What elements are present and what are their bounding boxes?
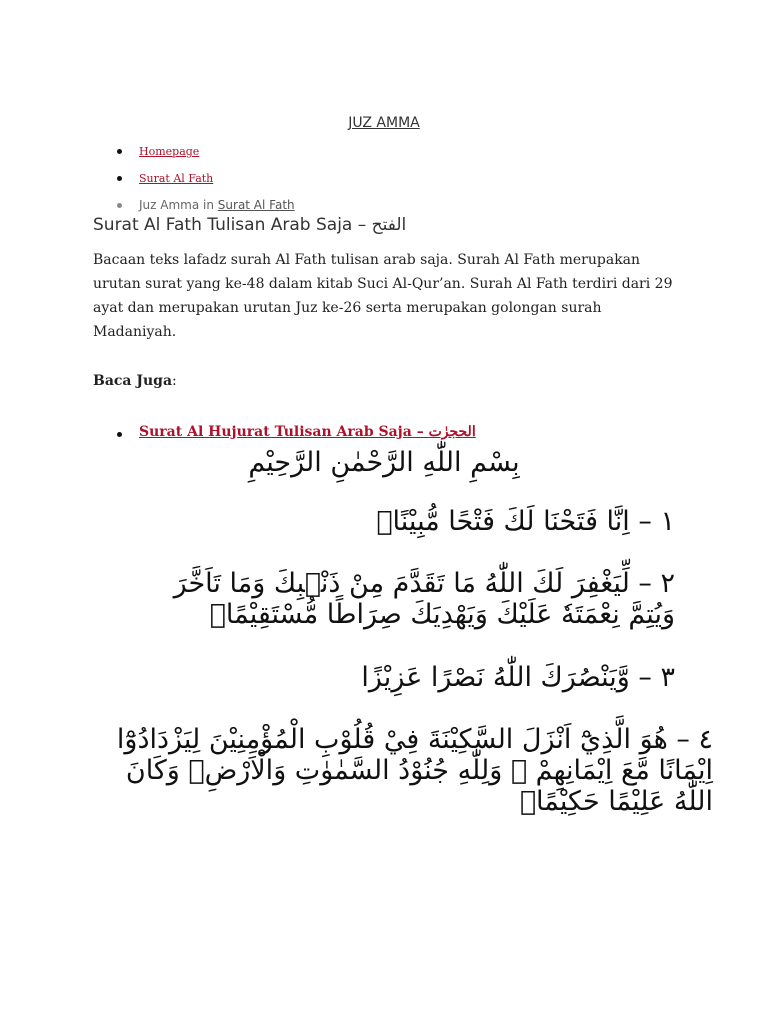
verse-3-number: ٣ [660,662,675,693]
nav-link-homepage[interactable]: Homepage [139,145,200,158]
verse-3-text: وَّيَنْصُرَكَ اللّٰهُ نَصْرًا عَزِيْزًا [361,662,630,693]
breadcrumb-prefix: Juz Amma in [139,198,218,212]
site-title[interactable]: JUZ AMMA [348,115,420,131]
verse-2: ٢ – لِّيَغْفِرَ لَكَ اللّٰهُ مَا تَقَدَّمَ مِنْ ذَنْۢبِكَ وَمَا تَاَخَّرَ وَيُتِمَّ نِعْمَتَهٗ عَلَيْكَ وَيَهْدِيَكَ صِرَاطًا مُّسْتَقِيْمًاۙ [173,568,675,630]
intro-paragraph: Bacaan teks lafadz surah Al Fath tulisan arab saja. Surah Al Fath merupakan urutan surat yang ke-48 dalam kitab Suci Al-Qur’an. Surah Al Fath terdiri dari 29 ayat dan merupakan urutan Juz ke-26 serta merupakan golongan surah Madaniyah. [93,252,673,340]
verse-2-text: لِّيَغْفِرَ لَكَ اللّٰهُ مَا تَقَدَّمَ مِنْ ذَنْۢبِكَ وَمَا تَاَخَّرَ وَيُتِمَّ نِعْمَتَهٗ عَلَيْكَ وَيَهْدِيَكَ صِرَاطًا مُّسْتَقِيْمًاۙ [173,568,675,630]
page-title: Surat Al Fath Tulisan Arab Saja – الفتح [93,215,407,235]
verse-4-text: هُوَ الَّذِيْٓ اَنْزَلَ السَّكِيْنَةَ فِيْ قُلُوْبِ الْمُؤْمِنِيْنَ لِيَزْدَادُوْٓا اِيْمَانًا مَّعَ اِيْمَانِهِمْ ۗ وَلِلّٰهِ جُنُوْدُ السَّمٰوٰتِ وَالْاَرْضِۗ وَكَانَ اللّٰهُ عَلِيْمًا حَكِيْمًاۙ [116,724,713,817]
bismillah: بِسْمِ اللّٰهِ الرَّحْمٰنِ الرَّحِيْمِ [248,447,520,478]
related-link[interactable]: Surat Al Hujurat Tulisan Arab Saja – الحجرٰت [139,424,476,440]
related-item [117,424,476,440]
baca-juga: Baca Juga: [93,373,177,389]
verse-2-number: ٢ [660,568,675,599]
nav-menu [117,145,213,199]
verse-3: ٣ – وَّيَنْصُرَكَ اللّٰهُ نَصْرًا عَزِيْزًا [361,662,675,693]
breadcrumb-link[interactable]: Surat Al Fath [217,198,295,212]
nav-item-homepage [117,145,213,172]
breadcrumb [117,198,295,212]
baca-juga-label: Baca Juga [93,373,173,389]
verse-4: ٤ – هُوَ الَّذِيْٓ اَنْزَلَ السَّكِيْنَةَ فِيْ قُلُوْبِ الْمُؤْمِنِيْنَ لِيَزْدَادُوْٓا اِيْمَانًا مَّعَ اِيْمَانِهِمْ ۗ وَلِلّٰهِ جُنُوْدُ السَّمٰوٰتِ وَالْاَرْضِۗ وَكَانَ اللّٰهُ عَلِيْمًا حَكِيْمًاۙ [116,724,713,817]
nav-link-surat-al-fath[interactable]: Surat Al Fath [139,172,214,185]
verse-4-number: ٤ [698,724,713,755]
nav-item-surat-al-fath [117,172,213,199]
verse-1-number: ١ [660,506,675,537]
verse-1-text: اِنَّا فَتَحْنَا لَكَ فَتْحًا مُّبِيْنًاۙ [376,506,630,537]
verse-1: ١ – اِنَّا فَتَحْنَا لَكَ فَتْحًا مُّبِيْنًاۙ [376,506,675,537]
